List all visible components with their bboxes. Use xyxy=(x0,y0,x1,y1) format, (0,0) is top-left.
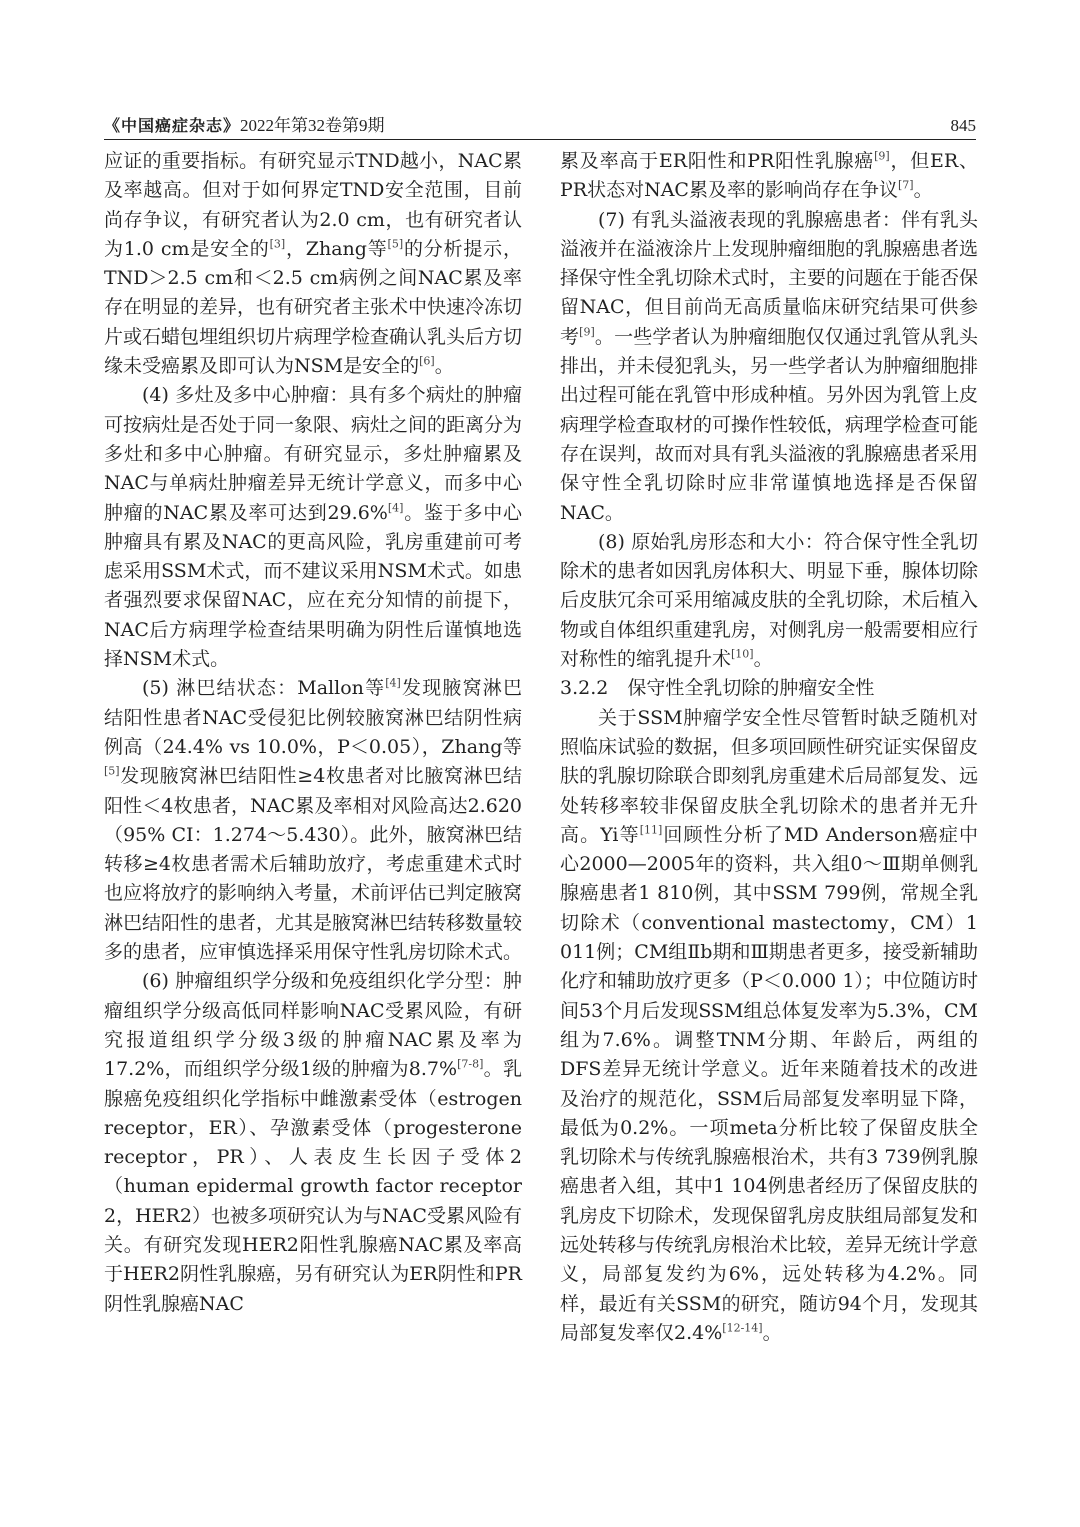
paragraph-histology: (6) 肿瘤组织学分级和免疫组织化学分型：肿瘤组织学分级高低同样影响NAC受累风险，有研究报道组织学分级3级的肿瘤NAC累及率为17.2%，而组织学分级1级的肿瘤为8.7%[7-8]。乳腺癌免疫组织化学指标中雌激素受体（estrogen receptor，ER）、孕激素受体（progesterone receptor，PR）、人表皮生长因子受体2（human epidermal growth factor receptor 2，HER2）也被多项研究认为与NAC受累风险有关。有研究发现HER2阳性乳腺癌NAC累及率高于HER2阴性乳腺癌，另有研究认为ER阴性和PR阴性乳腺癌NAC xyxy=(104,970,522,1315)
citation: [4] xyxy=(387,500,404,514)
running-header xyxy=(104,116,976,138)
citation: [12-14] xyxy=(722,1321,763,1335)
paragraph-ssm-safety: 关于SSM肿瘤学安全性尽管暂时缺乏随机对照临床试验的数据，但多项回顾性研究证实保留皮肤的乳腺切除联合即刻乳房重建术后局部复发、远处转移率较非保留皮肤全乳切除术的患者并无升高。Yi等[11]回顾性分析了MD Anderson癌症中心2000—2005年的资料，共入组0～Ⅲ期单侧乳腺癌患者1 810例，其中SSM 799例，常规全乳切除术（conventional mastectomy，CM）1 011例；CM组Ⅱb期和Ⅲ期患者更多，接受新辅助化疗和辅助放疗更多（P＜0.000 1）；中位随访时间53个月后发现SSM组总体复发率为5.3%，CM组为7.6%。调整TNM分期、年龄后，两组的DFS差异无统计学意义。近年来随着技术的改进及治疗的规范化，SSM后局部复发率明显下降，最低为0.2%。一项meta分析比较了保留皮肤全乳切除术与传统乳腺癌根治术，共有3 739例乳腺癌患者入组，其中1 104例患者经历了保留皮肤的乳房皮下切除术，发现保留乳房皮肤组局部复发和远处转移与传统乳房根治术比较，差异无统计学意义，局部复发约为6%，远处转移为4.2%。同样，最近有关SSM的研究，随访94个月，发现其局部复发率仅2.4%[12-14]。 xyxy=(560,706,979,1344)
left-column xyxy=(104,147,522,1319)
paragraph-nipple-discharge: (7) 有乳头溢液表现的乳腺癌患者：伴有乳头溢液并在溢液涂片上发现肿瘤细胞的乳腺癌患者选择保守性全乳切除术式时，主要的问题在于能否保留NAC，但目前尚无高质量临床研究结果可供参考[9]。一些学者认为肿瘤细胞仅仅通过乳管从乳头排出，并未侵犯乳头，另一些学者认为肿瘤细胞排出过程可能在乳管中形成种植。另外因为乳管上皮病理学检查取材的可操作性较低，病理学检查可能存在误判，故而对具有乳头溢液的乳腺癌患者采用保守性全乳切除时应非常谨慎地选择是否保留NAC。 xyxy=(560,208,979,524)
citation: [9] xyxy=(579,325,595,339)
citation: [7] xyxy=(897,178,914,192)
citation: [6] xyxy=(419,354,435,368)
citation: [4] xyxy=(385,676,401,690)
paragraph-multifocal: (4) 多灶及多中心肿瘤：具有多个病灶的肿瘤可按病灶是否处于同一象限、病灶之间的距离分为多灶和多中心肿瘤。有研究显示，多灶肿瘤累及NAC与单病灶肿瘤差异无统计学意义，而多中心肿瘤的NAC累及率可达到29.6%[4]。鉴于多中心肿瘤具有累及NAC的更高风险，乳房重建前可考虑采用SSM术式，而不建议采用NSM术式。如患者强烈要求保留NAC，应在充分知情的前提下，NAC后方病理学检查结果明确为阴性后谨慎地选择NSM术式。 xyxy=(104,384,523,671)
right-column xyxy=(560,147,978,1348)
journal-name: 《中国癌症杂志》 xyxy=(104,116,241,135)
journal-citation xyxy=(104,116,385,136)
section-heading-3-2-2: 3.2.2 保守性全乳切除的肿瘤安全性 xyxy=(560,677,875,700)
paragraph-lymph-node: (5) 淋巴结状态：Mallon等[4]发现腋窝淋巴结阳性患者NAC受侵犯比例较腋窝淋巴结阴性病例高（24.4% vs 10.0%，P＜0.05），Zhang等[5]发现腋窝淋巴结阳性≥4枚患者对比腋窝淋巴结阳性＜4枚患者，NAC累及率相对风险高达2.620（95% CI：1.274～5.430）。此外，腋窝淋巴结转移≥4枚患者需术后辅助放疗，考虑重建术式时也应将放疗的影响纳入考量，术前评估已判定腋窝淋巴结阳性的患者，尤其是腋窝淋巴结转移数量较多的患者，应审慎选择采用保守性乳房切除术式。 xyxy=(104,676,523,964)
citation: [11] xyxy=(639,823,663,837)
paragraph-tnd: 应证的重要指标。有研究显示TND越小，NAC累及率越高。但对于如何界定TND安全范围，目前尚存争议，有研究者认为2.0 cm，也有研究者认为1.0 cm是安全的[3]，Zhang等[5]的分析提示，TND＞2.5 cm和＜2.5 cm病例之间NAC累及率存在明显的差异，也有研究者主张术中快速冷冻切片或石蜡包埋组织切片病理学检查确认乳头后方切缘未受癌累及即可认为NSM是安全的[6]。 xyxy=(104,150,523,378)
paragraph-er-pr: 累及率高于ER阳性和PR阳性乳腺癌[9]，但ER、PR状态对NAC累及率的影响尚存在争议[7]。 xyxy=(560,149,978,202)
citation: [7-8] xyxy=(457,1057,484,1071)
paragraph-breast-shape: (8) 原始乳房形态和大小：符合保守性全乳切除术的患者如因乳房体积大、明显下垂，腺体切除后皮肤冗余可采用缩减皮肤的全乳切除，术后植入物或自体组织重建乳房，对侧乳房一般需要相应行对称性的缩乳提升术[10]。 xyxy=(560,530,979,671)
citation: [5] xyxy=(387,237,404,251)
header-rule xyxy=(104,139,976,140)
page-number: 845 xyxy=(950,116,976,135)
citation: [10] xyxy=(731,647,754,661)
citation: [3] xyxy=(269,237,286,251)
citation: [9] xyxy=(874,149,890,163)
journal-issue: 2022年第32卷第9期 xyxy=(240,116,385,135)
citation: [5] xyxy=(104,764,120,778)
